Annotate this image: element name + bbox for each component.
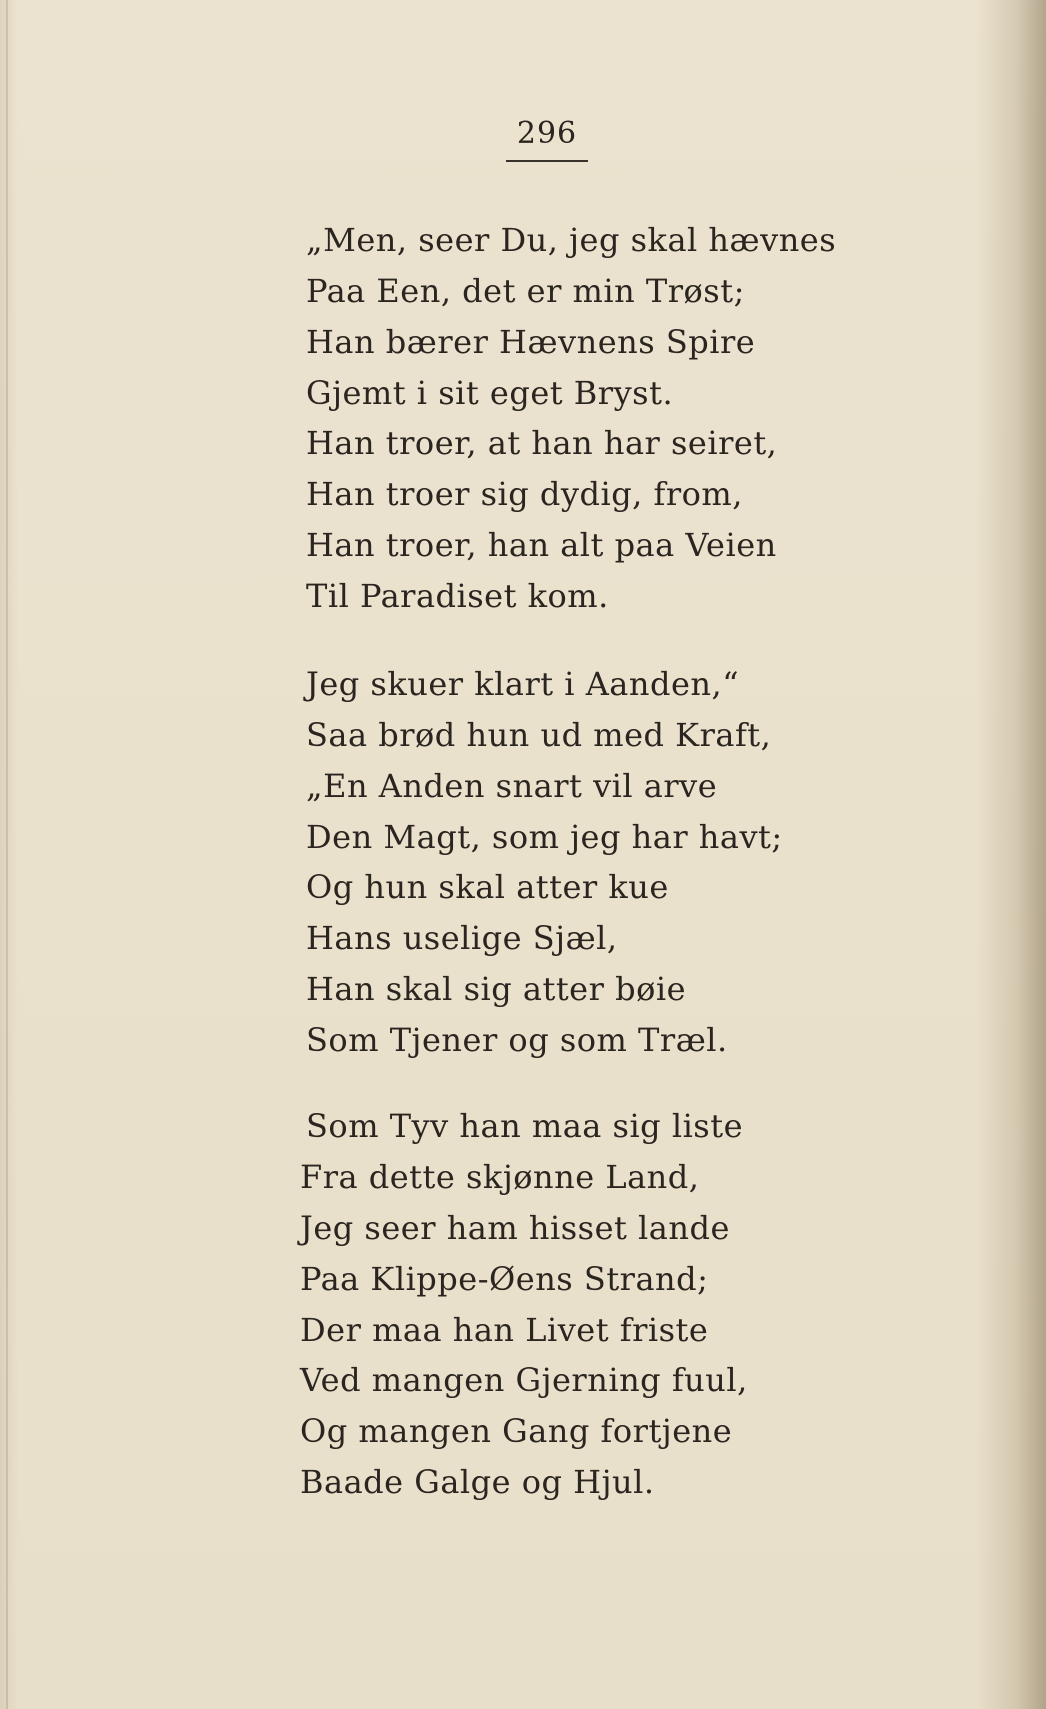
verse-line: Paa Een, det er min Trøst; (306, 272, 745, 310)
verse-line: Han troer, at han har seiret, (306, 424, 778, 462)
verse-line: Til Paradiset kom. (306, 577, 609, 615)
verse-line: Der maa han Livet friste (300, 1311, 709, 1349)
verse-line: „En Anden snart vil arve (306, 767, 718, 805)
page-number-underline (506, 160, 588, 162)
page-edge-shadow (6, 0, 8, 1709)
verse-line: Som Tjener og som Træl. (306, 1021, 728, 1059)
verse-line: Hans uselige Sjæl, (306, 919, 618, 957)
verse-line: Som Tyv han maa sig liste (306, 1107, 744, 1145)
verse-line: Fra dette skjønne Land, (300, 1158, 700, 1196)
verse-line: Ved mangen Gjerning fuul, (300, 1361, 748, 1399)
verse-line: Han troer, han alt paa Veien (306, 526, 777, 564)
page-number: 296 (516, 116, 578, 151)
verse-line: „Men, seer Du, jeg skal hævnes (306, 221, 837, 259)
verse-line: Gjemt i sit eget Bryst. (306, 374, 674, 412)
verse-line: Baade Galge og Hjul. (300, 1463, 655, 1501)
verse-line: Jeg skuer klart i Aanden,“ (306, 665, 740, 703)
verse-line: Og hun skal atter kue (306, 868, 669, 906)
verse-line: Han bærer Hævnens Spire (306, 323, 756, 361)
verse-line: Og mangen Gang fortjene (300, 1412, 733, 1450)
verse-line: Paa Klippe-Øens Strand; (300, 1260, 709, 1298)
verse-line: Den Magt, som jeg har havt; (306, 818, 783, 856)
verse-line: Han skal sig atter bøie (306, 970, 686, 1008)
verse-line: Saa brød hun ud med Kraft, (306, 716, 772, 754)
verse-line: Han troer sig dydig, from, (306, 475, 743, 513)
verse-line: Jeg seer ham hisset lande (300, 1209, 730, 1247)
